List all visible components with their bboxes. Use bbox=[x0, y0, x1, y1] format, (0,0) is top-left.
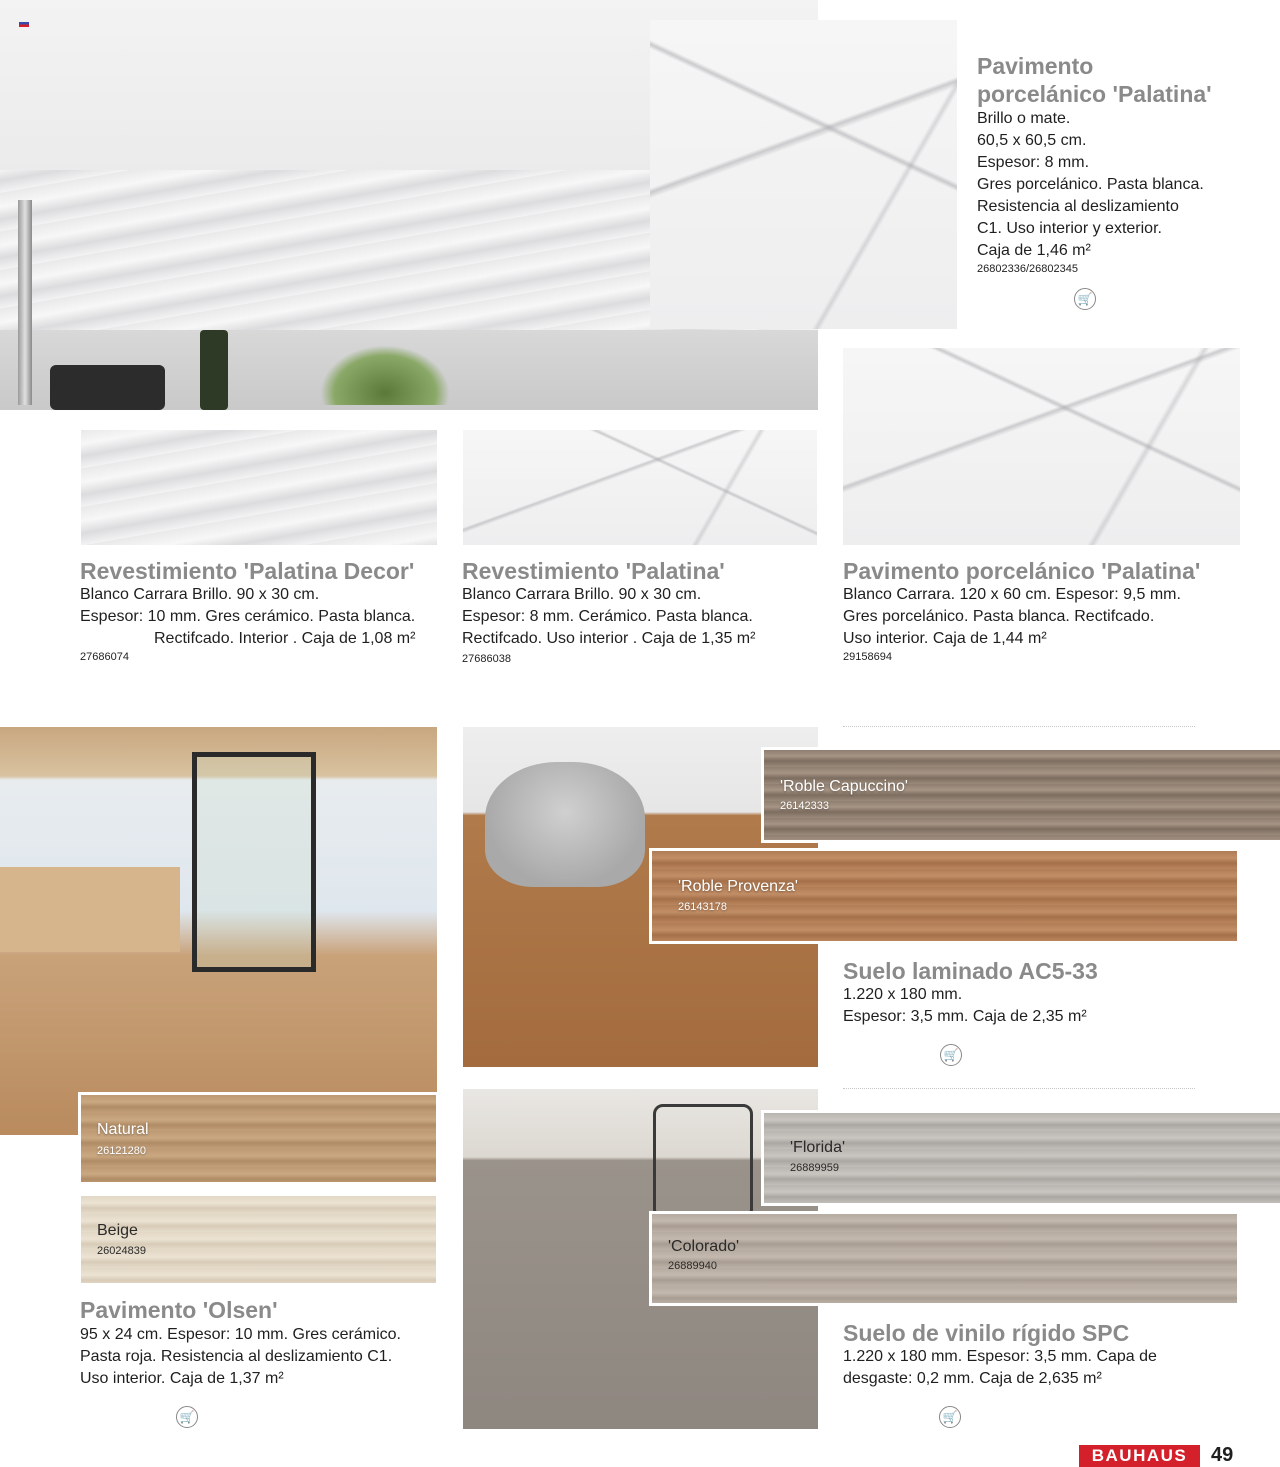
swatch-beige bbox=[81, 1196, 436, 1283]
swatch-colorado bbox=[652, 1214, 1237, 1303]
product-title-pavimento-palatina-60: Pavimento bbox=[977, 53, 1094, 79]
kitchen-island bbox=[0, 867, 180, 952]
swatch-label: 'Florida' bbox=[790, 1139, 846, 1156]
product-title-palatina-decor: Revestimiento 'Palatina Decor' bbox=[80, 558, 415, 584]
swatch-code: 26143178 bbox=[678, 901, 727, 913]
living-room-photo bbox=[0, 727, 437, 1135]
product-spec-line: Rectifcado. Interior . Caja de 1,08 m² bbox=[154, 630, 416, 647]
swatch-natural bbox=[81, 1095, 436, 1182]
product-spec-line: Gres porcelánico. Pasta blanca. Rectifcado. bbox=[843, 608, 1155, 625]
swatch-code: 26889959 bbox=[790, 1162, 839, 1174]
bottle bbox=[200, 330, 228, 410]
product-code: 26802336/26802345 bbox=[977, 263, 1078, 275]
product-spec-line: Rectifcado. Uso interior . Caja de 1,35 m² bbox=[462, 630, 756, 647]
product-spec-line: 95 x 24 cm. Espesor: 10 mm. Gres cerámico. bbox=[80, 1326, 401, 1343]
separator bbox=[843, 726, 1195, 727]
tile-swatch-palatina-revestimiento bbox=[463, 430, 817, 545]
chair bbox=[653, 1104, 753, 1214]
product-title-suelo-laminado: Suelo laminado AC5-33 bbox=[843, 958, 1098, 984]
swatch-code: 26142333 bbox=[780, 800, 829, 812]
swatch-label: Natural bbox=[97, 1121, 149, 1138]
product-title-suelo-vinilo: Suelo de vinilo rígido SPC bbox=[843, 1320, 1130, 1346]
product-spec-line: 1.220 x 180 mm. Espesor: 3,5 mm. Capa de bbox=[843, 1348, 1157, 1365]
product-title-pavimento-palatina-60-line2: porcelánico 'Palatina' bbox=[977, 81, 1212, 107]
swatch-code: 26024839 bbox=[97, 1245, 146, 1257]
product-spec-line: C1. Uso interior y exterior. bbox=[977, 220, 1162, 237]
product-spec-line: desgaste: 0,2 mm. Caja de 2,635 m² bbox=[843, 1370, 1102, 1387]
tile-swatch-palatina-decor bbox=[81, 430, 437, 545]
shopping-cart-icon[interactable]: 🛒 bbox=[176, 1406, 198, 1428]
product-spec-line: Brillo o mate. bbox=[977, 110, 1071, 127]
flag-marker bbox=[19, 22, 29, 27]
product-spec-line: Blanco Carrara. 120 x 60 cm. Espesor: 9,5 mm. bbox=[843, 586, 1181, 603]
swatch-code: 26889940 bbox=[668, 1260, 717, 1272]
swatch-label: 'Roble Capuccino' bbox=[780, 778, 908, 795]
product-spec-line: Blanco Carrara Brillo. 90 x 30 cm. bbox=[80, 586, 320, 603]
product-spec-line: 1.220 x 180 mm. bbox=[843, 986, 963, 1003]
separator bbox=[843, 1088, 1195, 1089]
swatch-label: 'Roble Provenza' bbox=[678, 878, 798, 895]
product-spec-line: Blanco Carrara Brillo. 90 x 30 cm. bbox=[462, 586, 702, 603]
swatch-label: 'Colorado' bbox=[668, 1238, 740, 1255]
product-code: 27686074 bbox=[80, 651, 129, 663]
product-spec-line: Espesor: 3,5 mm. Caja de 2,35 m² bbox=[843, 1008, 1087, 1025]
page-number: 49 bbox=[1211, 1444, 1234, 1466]
product-spec-line: Uso interior. Caja de 1,44 m² bbox=[843, 630, 1047, 647]
shopping-cart-icon[interactable]: 🛒 bbox=[939, 1406, 961, 1428]
product-spec-line: Pasta roja. Resistencia al deslizamiento C1. bbox=[80, 1348, 393, 1365]
swatch-label: Beige bbox=[97, 1222, 138, 1239]
bean-bag bbox=[485, 762, 645, 887]
shopping-cart-icon[interactable]: 🛒 bbox=[940, 1044, 962, 1066]
swatch-florida bbox=[764, 1113, 1280, 1203]
product-code: 29158694 bbox=[843, 651, 892, 663]
toaster bbox=[50, 365, 165, 410]
product-spec-line: Espesor: 10 mm. Gres cerámico. Pasta blanca. bbox=[80, 608, 416, 625]
product-spec-line: Caja de 1,46 m² bbox=[977, 242, 1091, 259]
product-code: 27686038 bbox=[462, 653, 511, 665]
tile-swatch-palatina-120 bbox=[843, 348, 1240, 545]
swatch-roble-provenza bbox=[652, 851, 1237, 941]
product-spec-line: 60,5 x 60,5 cm. bbox=[977, 132, 1087, 149]
faucet bbox=[18, 200, 32, 405]
product-title-pavimento-palatina-120: Pavimento porcelánico 'Palatina' bbox=[843, 558, 1201, 584]
glass-door bbox=[192, 752, 316, 972]
swatch-code: 26121280 bbox=[97, 1145, 146, 1157]
product-spec-line: Uso interior. Caja de 1,37 m² bbox=[80, 1370, 284, 1387]
tile-swatch-palatina-60 bbox=[650, 20, 957, 329]
plant bbox=[320, 345, 450, 405]
product-spec-line: Espesor: 8 mm. bbox=[977, 154, 1090, 171]
product-spec-line: Espesor: 8 mm. Cerámico. Pasta blanca. bbox=[462, 608, 753, 625]
product-spec-line: Resistencia al deslizamiento bbox=[977, 198, 1179, 215]
bauhaus-logo bbox=[1079, 1445, 1200, 1467]
product-spec-line: Gres porcelánico. Pasta blanca. bbox=[977, 176, 1204, 193]
brand-text: BAUHAUS bbox=[1091, 1446, 1188, 1465]
shopping-cart-icon[interactable]: 🛒 bbox=[1074, 288, 1096, 310]
swatch-roble-capuccino bbox=[764, 750, 1280, 840]
product-title-pavimento-olsen: Pavimento 'Olsen' bbox=[80, 1297, 278, 1323]
product-title-revestimiento-palatina: Revestimiento 'Palatina' bbox=[462, 558, 725, 584]
